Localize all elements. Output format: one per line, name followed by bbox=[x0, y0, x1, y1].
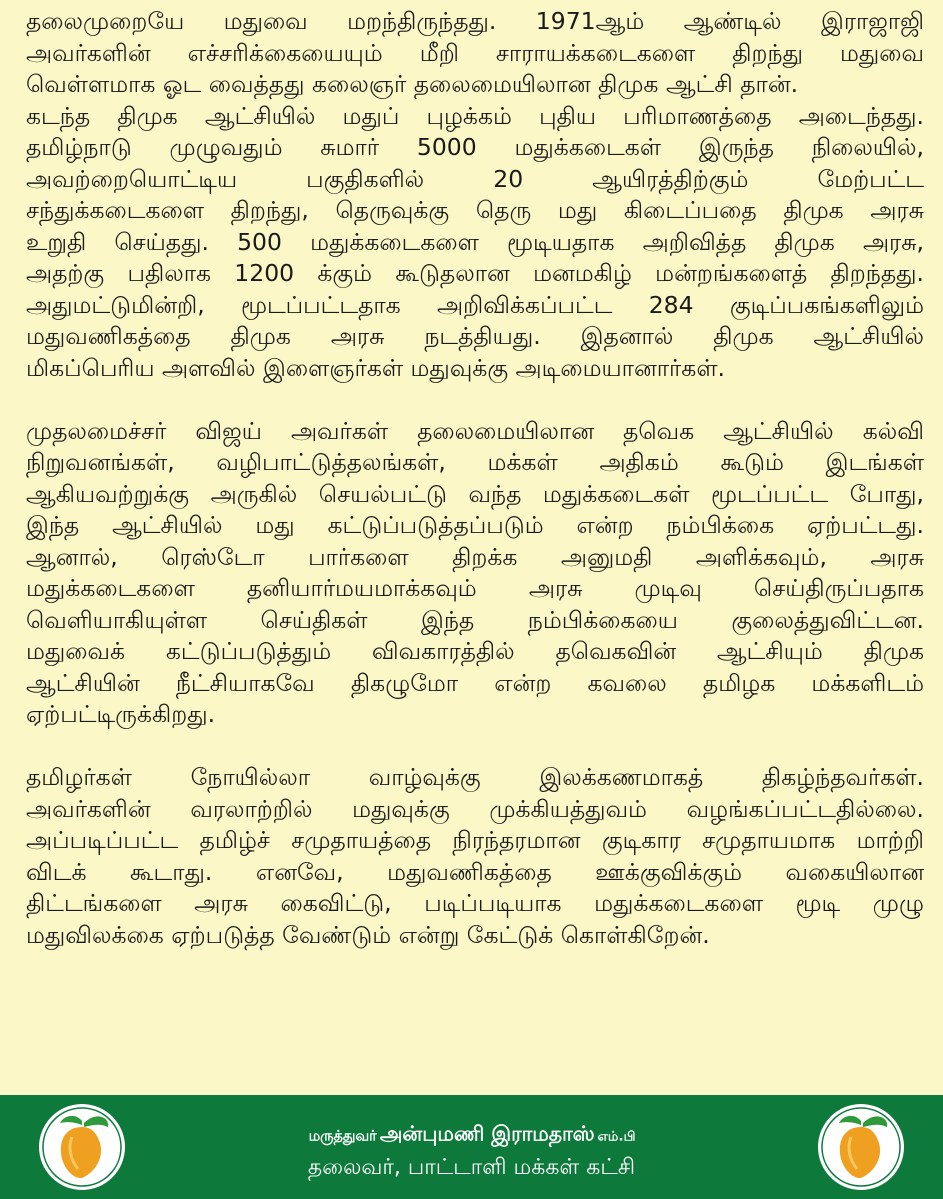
text-line: தலைமுறையே மதுவை மறந்திருந்தது. 1971ஆம் ஆண்டில் இராஜாஜி bbox=[26, 7, 924, 35]
text-line: அப்படிப்பட்ட தமிழ்ச் சமுதாயத்தை நிரந்தரமான குடிகார சமுதாயமாக மாற்றி bbox=[26, 826, 924, 854]
text-line: அவற்றையொட்டிய பகுதிகளில் 20 ஆயிரத்திற்கும் மேற்பட்ட bbox=[26, 164, 924, 193]
letter-body bbox=[26, 6, 924, 951]
text-line: அதற்கு பதிலாக 1200 க்கும் கூடுதலான மனமகிழ் மன்றங்களைத் திறந்தது. bbox=[26, 259, 924, 287]
mango-emblem-icon bbox=[38, 1103, 126, 1191]
signature-suffix: எம்.பி bbox=[597, 1129, 636, 1144]
signature-person: அன்புமணி இராமதாஸ் bbox=[379, 1121, 595, 1146]
paragraph-1 bbox=[26, 6, 924, 384]
text-line: மதுக்கடைகளை தனியார்மயமாக்கவும் அரசு முடிவு செய்திருப்பதாக bbox=[26, 574, 924, 602]
text-line: மதுவிலக்கை ஏற்படுத்த வேண்டும் என்று கேட்டுக் கொள்கிறேன். bbox=[26, 920, 710, 949]
text-line: கடந்த திமுக ஆட்சியில் மதுப் புழக்கம் புதிய பரிமாணத்தை அடைந்தது. bbox=[26, 101, 924, 130]
text-line: திட்டங்களை அரசு கைவிட்டு, படிப்படியாக மதுக்கடைகளை மூடி முழு bbox=[26, 889, 924, 917]
mango-emblem-icon bbox=[817, 1103, 905, 1191]
signature-role: தலைவர், பாட்டாளி மக்கள் கட்சி bbox=[307, 1155, 636, 1180]
paragraph-gap bbox=[26, 384, 924, 416]
text-line: மதுவைக் கட்டுப்படுத்தும் விவகாரத்தில் தவெகவின் ஆட்சியும் திமுக bbox=[26, 637, 924, 665]
text-line: விடக் கூடாது. எனவே, மதுவணிகத்தை ஊக்குவிக்கும் வகையிலான bbox=[26, 857, 924, 886]
text-line: சந்துக்கடைகளை திறந்து, தெருவுக்கு தெரு மது கிடைப்பதை திமுக அரசு bbox=[26, 196, 924, 224]
text-line: தமிழர்கள் நோயில்லா வாழ்வுக்கு இலக்கணமாகத் திகழ்ந்தவர்கள். bbox=[26, 763, 924, 791]
text-line: வெள்ளமாக ஓட வைத்தது கலைஞர் தலைமையிலான திமுக ஆட்சி தான். bbox=[26, 70, 799, 98]
text-line: அவர்களின் வரலாற்றில் மதுவுக்கு முக்கியத்துவம் வழங்கப்பட்டதில்லை. bbox=[26, 794, 924, 823]
text-line: உறுதி செய்தது. 500 மதுக்கடைகளை மூடியதாக அறிவித்த திமுக அரசு, bbox=[26, 227, 924, 256]
text-line: ஆனால், ரெஸ்டோ பார்களை திறக்க அனுமதி அளிக்கவும், அரசு bbox=[26, 542, 924, 571]
signature-name bbox=[309, 1122, 635, 1148]
text-line: முதலமைச்சர் விஜய் அவர்கள் தலைமையிலான தவெக ஆட்சியில் கல்வி bbox=[26, 416, 924, 445]
text-line: மதுவணிகத்தை திமுக அரசு நடத்தியது. இதனால் திமுக ஆட்சியில் bbox=[26, 322, 924, 350]
text-line: வெளியாகியுள்ள செய்திகள் இந்த நம்பிக்கையை குலைத்துவிட்டன. bbox=[26, 605, 924, 634]
text-line: தமிழ்நாடு முழுவதும் சுமார் 5000 மதுக்கடைகள் இருந்த நிலையில், bbox=[26, 133, 924, 161]
text-line: அவர்களின் எச்சரிக்கையையும் மீறி சாராயக்கடைகளை திறந்து மதுவை bbox=[26, 38, 924, 67]
text-line: அதுமட்டுமின்றி, மூடப்பட்டதாக அறிவிக்கப்பட்ட 284 குடிப்பகங்களிலும் bbox=[26, 290, 924, 319]
text-line: ஆகியவற்றுக்கு அருகில் செயல்பட்டு வந்த மதுக்கடைகள் மூடப்பட்ட போது, bbox=[26, 479, 924, 508]
text-line: ஏற்பட்டிருக்கிறது. bbox=[26, 700, 216, 728]
paragraph-3 bbox=[26, 762, 924, 951]
paragraph-gap bbox=[26, 731, 924, 763]
text-line: நிறுவனங்கள், வழிபாட்டுத்தலங்கள், மக்கள் அதிகம் கூடும் இடங்கள் bbox=[26, 448, 924, 476]
text-line: மிகப்பெரிய அளவில் இளைஞர்கள் மதுவுக்கு அடிமையானார்கள். bbox=[26, 353, 725, 382]
text-line: ஆட்சியின் நீட்சியாகவே திகழுமோ என்ற கவலை தமிழக மக்களிடம் bbox=[26, 668, 924, 697]
signature-prefix: மருத்துவர் bbox=[308, 1127, 377, 1144]
paragraph-2 bbox=[26, 416, 924, 731]
text-line: இந்த ஆட்சியில் மது கட்டுப்படுத்தப்படும் என்ற நம்பிக்கை ஏற்பட்டது. bbox=[26, 511, 924, 539]
signature-footer bbox=[0, 1095, 943, 1199]
